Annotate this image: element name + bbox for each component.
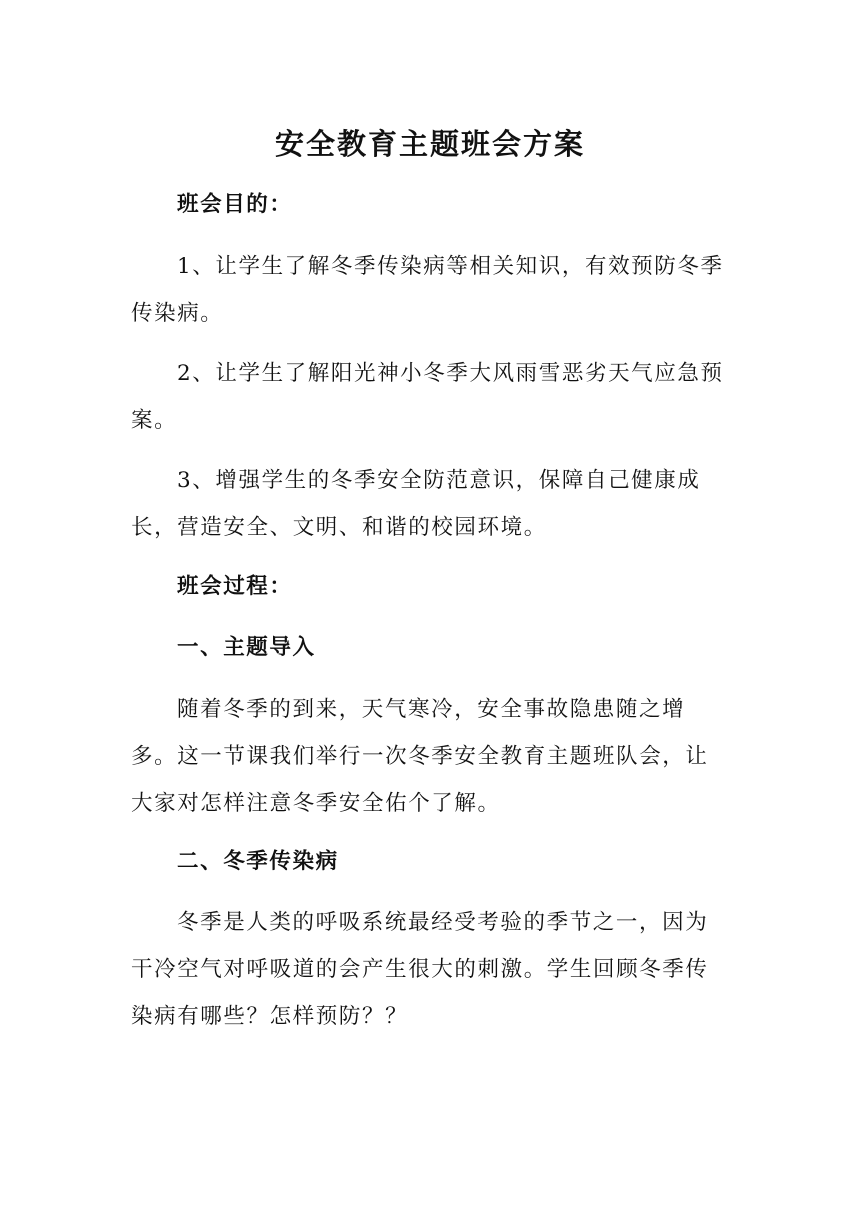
purpose-item-3: 3、增强学生的冬季安全防范意识，保障自己健康成长，营造安全、文明、和谐的校园环境。: [131, 468, 701, 540]
section-2-body: 冬季是人类的呼吸系统最经受考验的季节之一，因为干冷空气对呼吸道的会产生很大的刺激。学生回顾冬季传染病有哪些？怎样预防？？: [131, 910, 709, 1029]
section-1-heading: 一、主题导入: [177, 635, 316, 660]
section-2-heading: 二、冬季传染病: [177, 849, 339, 874]
section-1-body: 随着冬季的到来，天气寒冷，安全事故隐患随之增多。这一节课我们举行一次冬季安全教育主题班队会，让大家对怎样注意冬季安全佑个了解。: [131, 697, 709, 816]
document-title: 安全教育主题班会方案: [274, 127, 585, 161]
purpose-item-1: 1、让学生了解冬季传染病等相关知识，有效预防冬季传染病。: [131, 254, 724, 326]
purpose-item-2: 2、让学生了解阳光神小冬季大风雨雪恶劣天气应急预案。: [131, 361, 724, 433]
process-heading: 班会过程：: [177, 574, 293, 599]
purpose-heading: 班会目的：: [177, 192, 293, 217]
